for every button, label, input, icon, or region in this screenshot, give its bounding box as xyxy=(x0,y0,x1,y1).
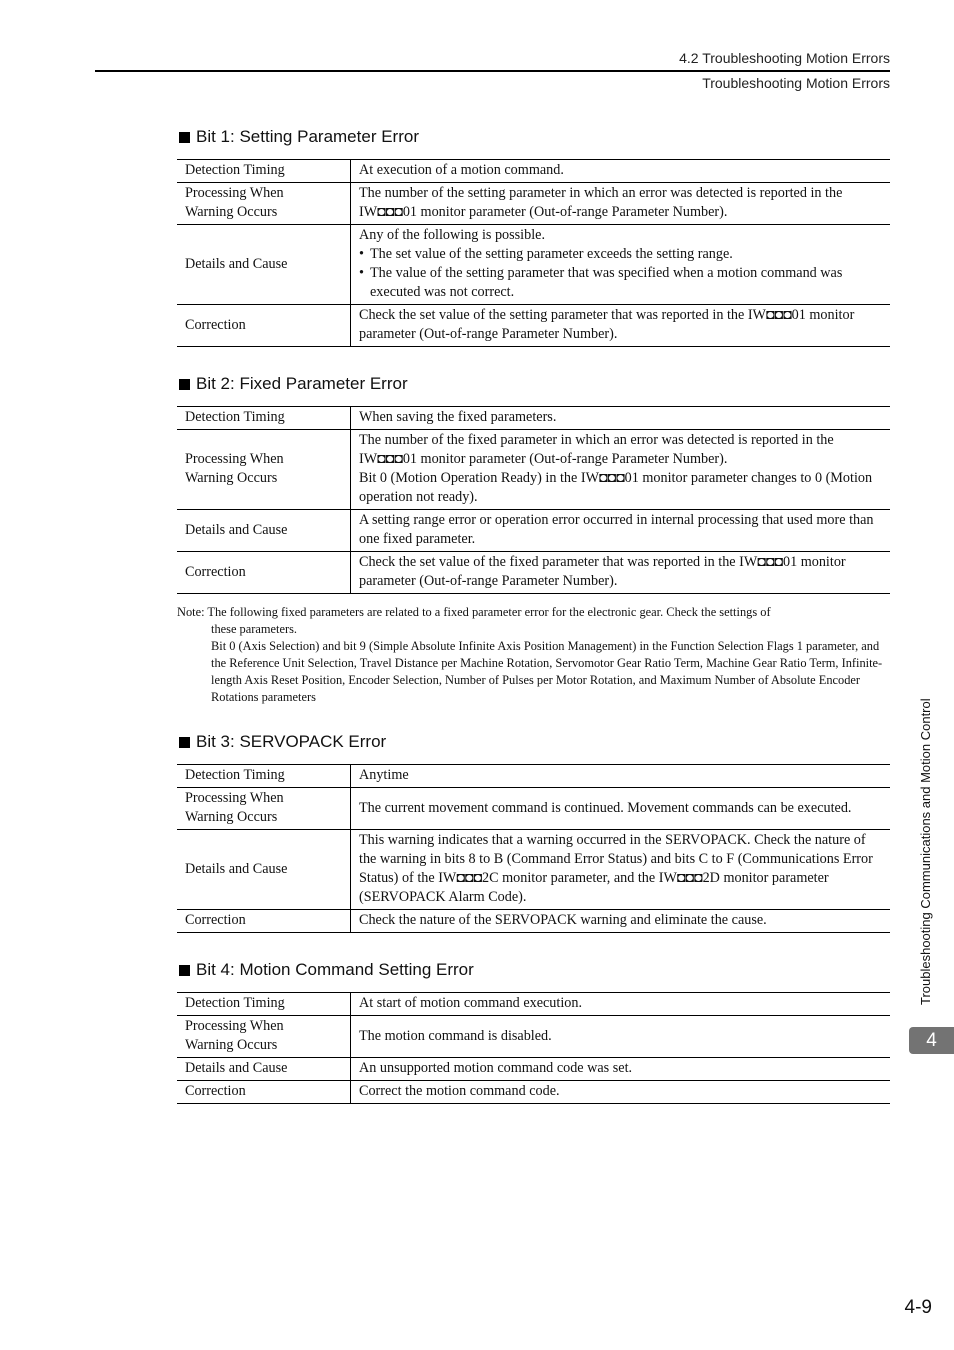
bit1-table xyxy=(177,159,890,347)
table-row xyxy=(177,910,890,933)
row-label: Detection Timing xyxy=(177,765,351,788)
label-line: Processing When xyxy=(185,790,284,806)
black-square-icon xyxy=(179,379,190,390)
table-row xyxy=(177,552,890,594)
row-value: This warning indicates that a warning occurred in the SERVOPACK. Check the nature of the warning in bits 8 to B (Command Error Status) and bits C to F (Communications Error Status) of the IW◘◘◘2C monitor parameter, and the IW◘◘◘2D monitor parameter (SERVOPACK Alarm Code). xyxy=(351,830,891,910)
row-value: Check the set value of the fixed parameter that was reported in the IW◘◘◘01 monitor parameter (Out-of-range Parameter Number). xyxy=(351,552,891,594)
paragraph: The number of the fixed parameter in which an error was detected is reported in the IW◘◘◘01 monitor parameter (Out-of-range Parameter Number). xyxy=(359,432,834,467)
row-label: Correction xyxy=(177,1081,351,1104)
label-line: Processing When xyxy=(185,185,284,201)
table-row xyxy=(177,993,890,1016)
table-row xyxy=(177,430,890,510)
row-value: An unsupported motion command code was set. xyxy=(351,1058,891,1081)
running-header-subsection: Troubleshooting Motion Errors xyxy=(702,75,890,91)
row-label xyxy=(177,1016,351,1058)
row-value: At execution of a motion command. xyxy=(351,160,891,183)
bit2-table xyxy=(177,406,890,594)
row-label xyxy=(177,183,351,225)
main-content xyxy=(177,126,890,1130)
section-heading-text: Bit 1: Setting Parameter Error xyxy=(196,127,419,146)
table-row xyxy=(177,510,890,552)
table-row xyxy=(177,1081,890,1104)
section-heading-text: Bit 2: Fixed Parameter Error xyxy=(196,374,408,393)
row-value xyxy=(351,430,891,510)
black-square-icon xyxy=(179,965,190,976)
table-row xyxy=(177,305,890,347)
row-value: Correct the motion command code. xyxy=(351,1081,891,1104)
table-row xyxy=(177,788,890,830)
black-square-icon xyxy=(179,737,190,748)
row-value: The current movement command is continued. Movement commands can be executed. xyxy=(351,788,891,830)
paragraph: Bit 0 (Motion Operation Ready) in the IW◘◘◘01 monitor parameter changes to 0 (Motion operation not ready). xyxy=(359,470,873,505)
row-value: Check the set value of the setting parameter that was reported in the IW◘◘◘01 monitor parameter (Out-of-range Parameter Number). xyxy=(351,305,891,347)
row-label: Details and Cause xyxy=(177,830,351,910)
table-row xyxy=(177,160,890,183)
row-label: Details and Cause xyxy=(177,1058,351,1081)
section-heading-bit1 xyxy=(177,126,890,148)
bullet-item: • The set value of the setting parameter exceeds the setting range. xyxy=(359,245,884,264)
note xyxy=(177,604,890,706)
label-line: Processing When xyxy=(185,451,284,467)
running-header-section: 4.2 Troubleshooting Motion Errors xyxy=(679,50,890,66)
note-text: Note: The following fixed parameters are related to a fixed parameter error for the electronic gear. Check the settings of xyxy=(177,605,771,619)
details-intro: Any of the following is possible. xyxy=(359,227,546,243)
section-heading-text: Bit 3: SERVOPACK Error xyxy=(196,732,387,751)
table-row xyxy=(177,225,890,305)
row-label: Detection Timing xyxy=(177,160,351,183)
note-text: these parameters. xyxy=(211,622,298,636)
label-line: Warning Occurs xyxy=(185,809,278,825)
label-line: Processing When xyxy=(185,1018,284,1034)
bit3-table xyxy=(177,764,890,933)
table-row xyxy=(177,765,890,788)
row-label: Details and Cause xyxy=(177,510,351,552)
section-heading-bit3 xyxy=(177,731,890,753)
row-label: Correction xyxy=(177,910,351,933)
row-label: Correction xyxy=(177,552,351,594)
section-heading-bit4 xyxy=(177,959,890,981)
row-label: Details and Cause xyxy=(177,225,351,305)
row-label xyxy=(177,430,351,510)
section-heading-bit2 xyxy=(177,373,890,395)
row-value: Check the nature of the SERVOPACK warning and eliminate the cause. xyxy=(351,910,891,933)
bullet-item: • The value of the setting parameter that was specified when a motion command was executed was not correct. xyxy=(359,264,884,302)
bit4-table xyxy=(177,992,890,1104)
label-line: Warning Occurs xyxy=(185,1037,278,1053)
row-value: When saving the fixed parameters. xyxy=(351,407,891,430)
row-label: Detection Timing xyxy=(177,993,351,1016)
table-row xyxy=(177,183,890,225)
row-label: Detection Timing xyxy=(177,407,351,430)
row-value: A setting range error or operation error occurred in internal processing that used more than one fixed parameter. xyxy=(351,510,891,552)
table-row xyxy=(177,830,890,910)
label-line: Warning Occurs xyxy=(185,204,278,220)
row-value xyxy=(351,225,891,305)
chapter-side-title: Troubleshooting Communications and Motion Control xyxy=(918,698,933,1005)
chapter-tab: 4 xyxy=(909,1027,954,1054)
black-square-icon xyxy=(179,132,190,143)
table-row xyxy=(177,407,890,430)
row-value: Anytime xyxy=(351,765,891,788)
section-heading-text: Bit 4: Motion Command Setting Error xyxy=(196,960,474,979)
row-label: Correction xyxy=(177,305,351,347)
label-line: Warning Occurs xyxy=(185,470,278,486)
header-rule xyxy=(95,70,890,72)
table-row xyxy=(177,1016,890,1058)
bullet-list xyxy=(359,245,884,302)
row-value: The motion command is disabled. xyxy=(351,1016,891,1058)
table-row xyxy=(177,1058,890,1081)
note-text: Bit 0 (Axis Selection) and bit 9 (Simple Absolute Infinite Axis Position Management) in the Function Selection Flags 1 parameter, and the Reference Unit Selection, Travel Distance per Machine Rotation, Servomotor Gear Ratio Term, Machine Gear Ratio Term, Infinite-length Axis Reset Position, Encoder Selection, Number of Pulses per Motor Rotation, and Maximum Number of Absolute Encoder Rotations parameters xyxy=(211,639,883,704)
row-value: The number of the setting parameter in which an error was detected is reported in the IW◘◘◘01 monitor parameter (Out-of-range Parameter Number). xyxy=(351,183,891,225)
row-label xyxy=(177,788,351,830)
page-number: 4-9 xyxy=(904,1297,932,1318)
row-value: At start of motion command execution. xyxy=(351,993,891,1016)
